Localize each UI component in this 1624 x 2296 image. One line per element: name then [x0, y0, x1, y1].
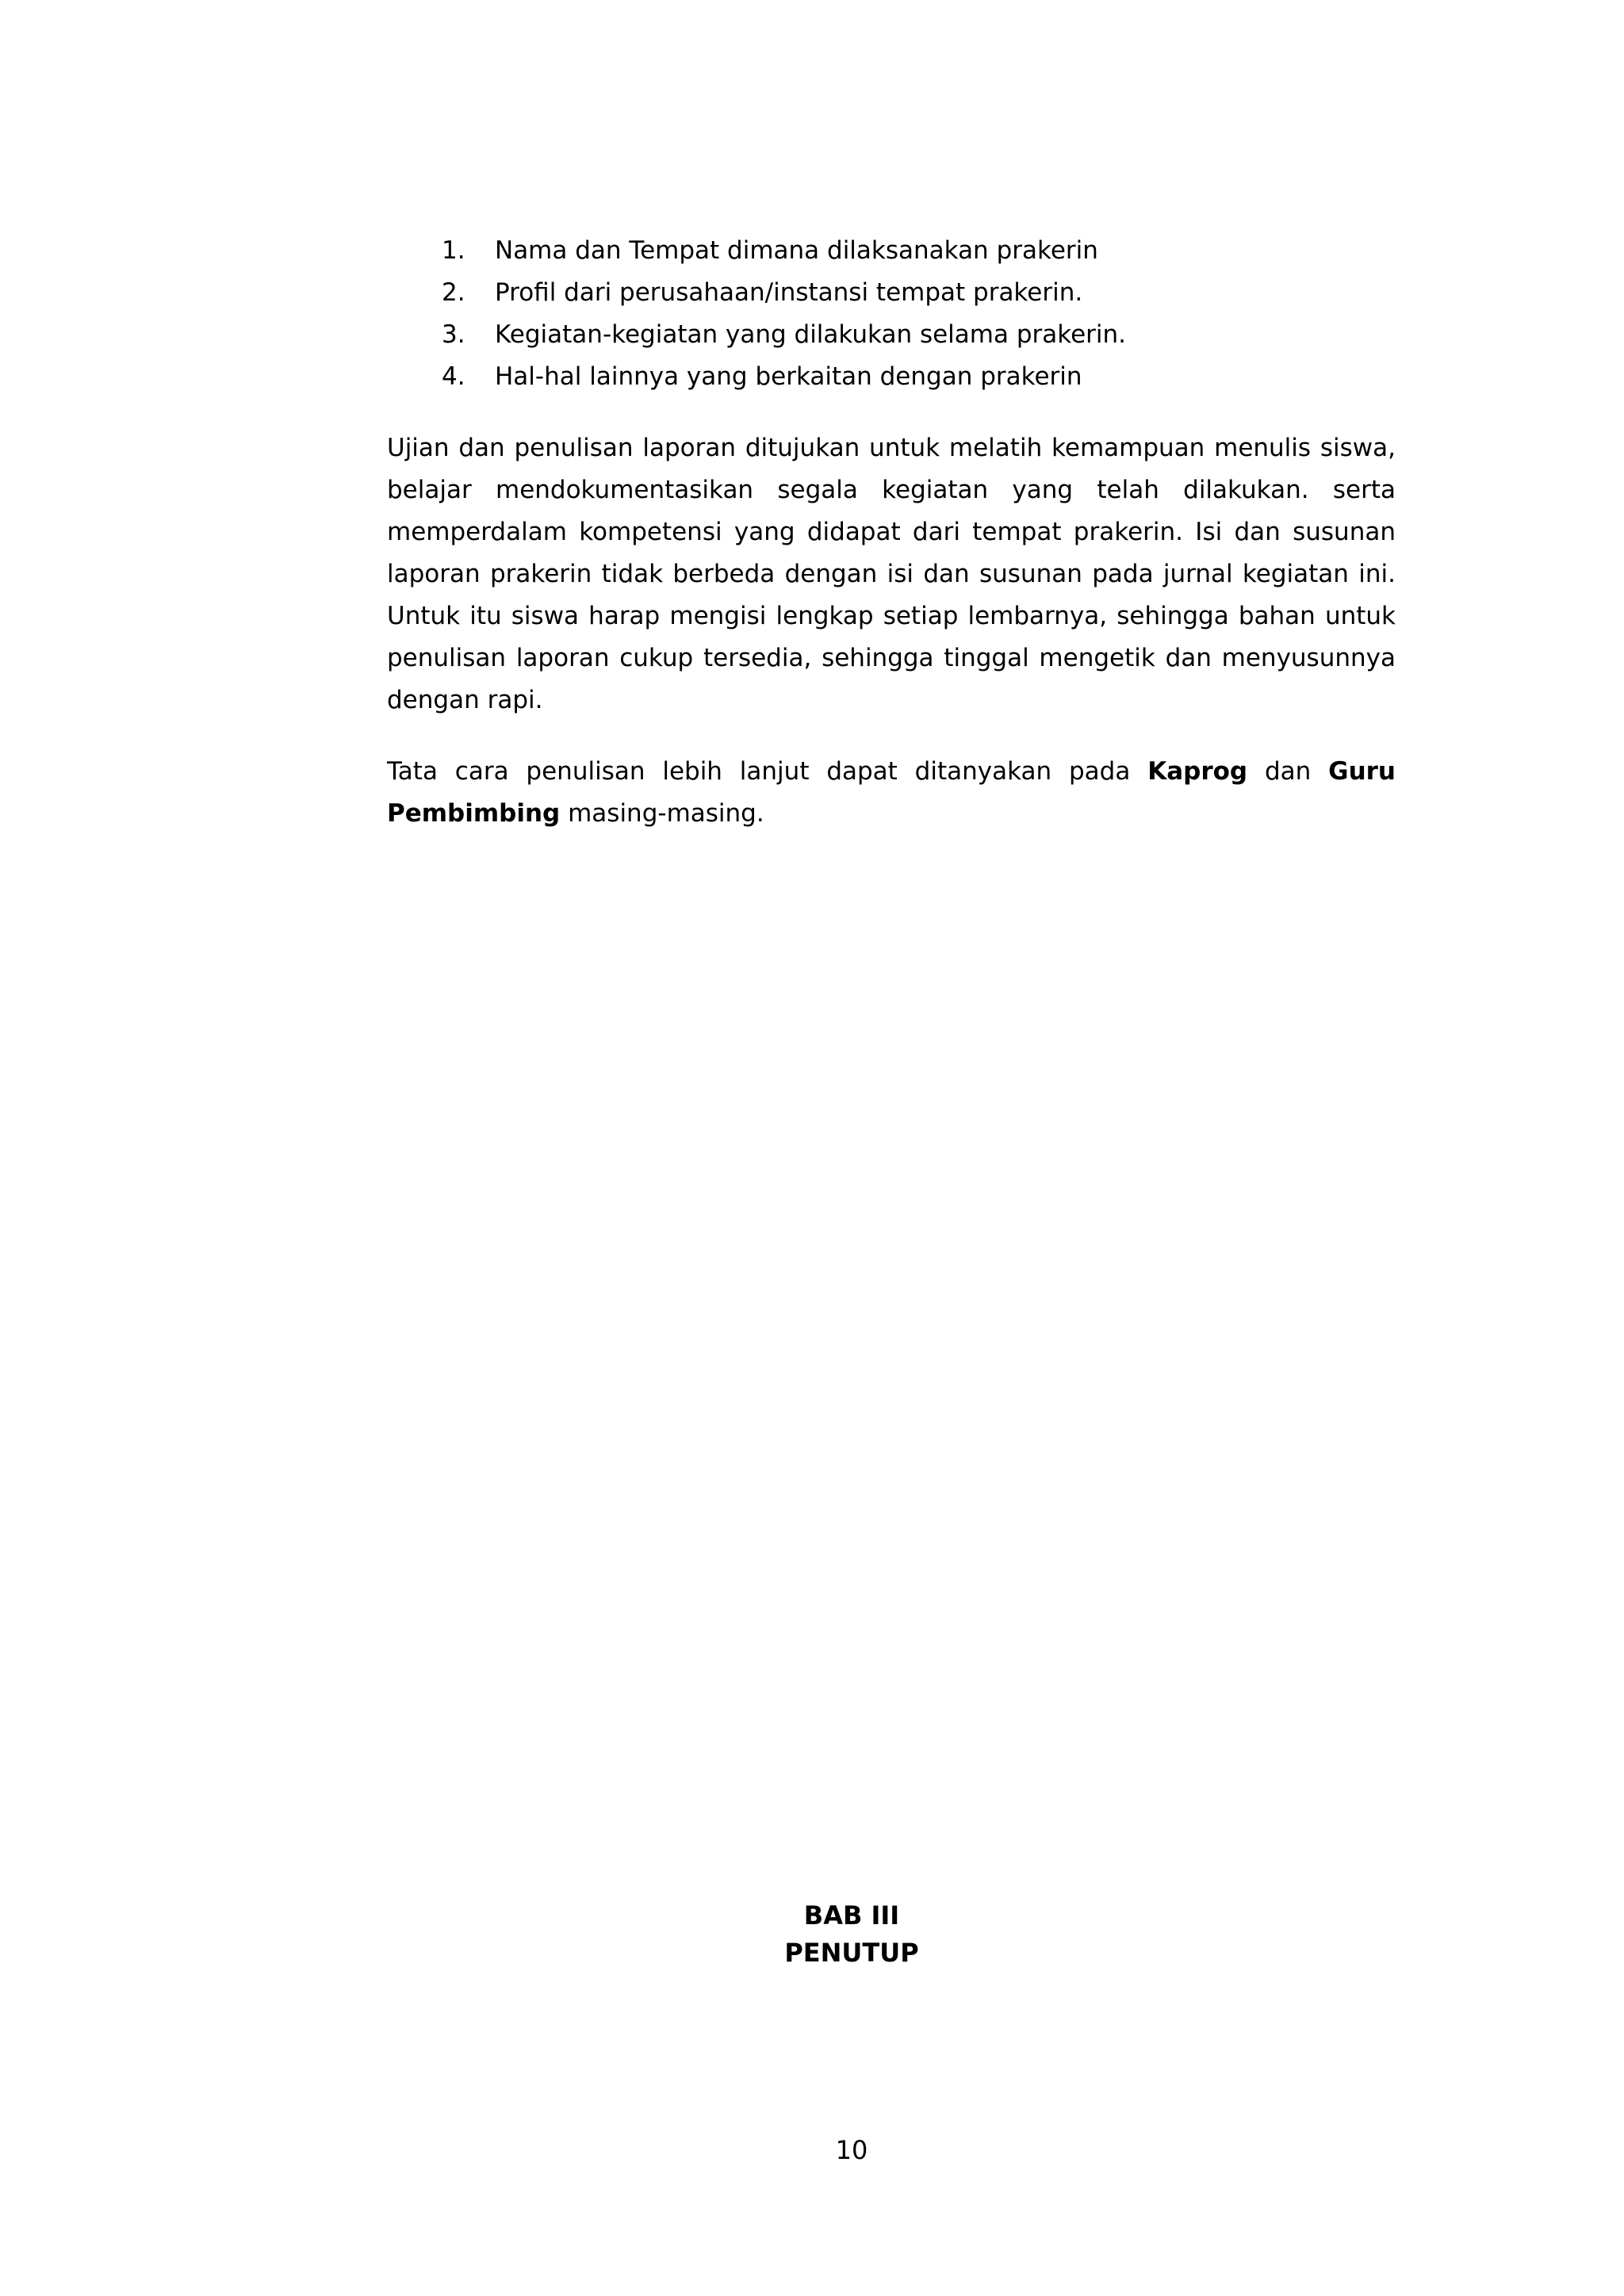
- list-item-number: 1.: [442, 236, 465, 265]
- list-item-text: Nama dan Tempat dimana dilaksanakan prakerin: [495, 236, 1098, 265]
- list-item-text: Profil dari perusahaan/instansi tempat prakerin.: [495, 278, 1083, 307]
- list-item: [442, 230, 1396, 272]
- list-item: [442, 272, 1396, 314]
- bold-term-guru-pembimbing: Guru Pembimbing: [387, 757, 1396, 828]
- paragraph-text: dan: [1247, 757, 1329, 786]
- list-item-number: 4.: [442, 362, 465, 391]
- chapter-heading: [0, 1897, 1624, 1972]
- page-number: 10: [835, 2135, 868, 2165]
- chapter-number: BAB III: [803, 1900, 900, 1931]
- bold-term-kaprog: Kaprog: [1147, 757, 1248, 786]
- chapter-title: PENUTUP: [784, 1938, 919, 1968]
- list-item-text: Hal-hal lainnya yang berkaitan dengan prakerin: [495, 362, 1082, 391]
- page-content: [387, 230, 1396, 835]
- list-item-text: Kegiatan-kegiatan yang dilakukan selama prakerin.: [495, 320, 1127, 349]
- list-item: [442, 314, 1396, 356]
- body-paragraph: Ujian dan penulisan laporan ditujukan untuk melatih kemampuan menulis siswa, belajar mendokumentasikan segala kegiatan yang telah dilakukan. serta memperdalam kompetensi yang didapat dari tempat prakerin. Isi dan susunan laporan prakerin tidak berbeda dengan isi dan susunan pada jurnal kegiatan ini. Untuk itu siswa harap mengisi lengkap setiap lembarnya, sehingga bahan untuk penulisan laporan cukup tersedia, sehingga tinggal mengetik dan menyusunnya dengan rapi.: [387, 434, 1396, 714]
- list-item-number: 3.: [442, 320, 465, 349]
- body-paragraph: [387, 751, 1396, 835]
- list-item-number: 2.: [442, 278, 465, 307]
- numbered-list: [387, 230, 1396, 398]
- paragraph-text: Tata cara penulisan lebih lanjut dapat ditanyakan pada: [387, 757, 1148, 786]
- list-item: [442, 356, 1396, 398]
- paragraph-text: masing-masing.: [560, 799, 764, 828]
